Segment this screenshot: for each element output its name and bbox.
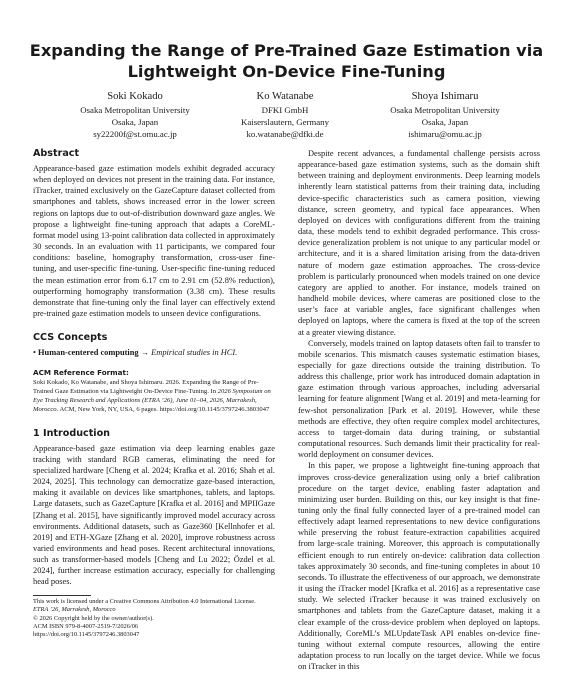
- copyright-note: © 2026 Copyright held by the owner/author(s).: [33, 614, 154, 622]
- author-name: Soki Kokado: [107, 91, 163, 102]
- introduction-paragraph: Appearance-based gaze estimation via deep learning enables gaze tracking with standard RGB cameras, eliminating the need for specialized hardware [Cheng et al. 2024; Krafka et al. 2016; Shah et al. 2024, 2025]. This technology can democratize gaze-based interaction, making it available on devices like smartphones, tablets, and laptops. Large datasets, such as GazeCapture [Krafka et al. 2016] and MPIIGaze [Zhang et al. 2015], have significantly improved model accuracy across environments. Additional datasets, such as Gaze360 [Kellnhofer et al. 2019] and ETH-XGaze [Zhang et al. 2020], improve robustness across varied environments and head poses. Recent architectural innovations, such as transformer-based models [Cheng and Lu 2022; Özdel et al. 2024], further increase estimation accuracy, especially for challenging head poses.: [33, 443, 275, 587]
- acm-reference-venue: 2026 Symposium on Eye Tracking Research and Applications (ETRA ’26), June 01–04, 2026, Marrakesh, Morocco.: [33, 388, 271, 414]
- author-location: Kaiserslautern, Germany: [241, 117, 329, 127]
- acm-reference-heading: ACM Reference Format:: [33, 368, 129, 378]
- abstract-text: Appearance-based gaze estimation models exhibit degraded accuracy when deployed on devices not present in the training data. For instance, iTracker, trained exclusively on the GazeCapture dataset collected from smartphones and tablets, shows increased error in the lower screen regions on laptops due to out-of-distribution downward gaze angles. We propose a lightweight fine-tuning approach that adapts a CoreML-format model using 13-point calibration data collected in approximately 30 seconds. In an evaluation with 11 participants, we compared four conditions: baseline, homography transformation, cross-user fine-tuning, and user-specific fine-tuning. User-specific fine-tuning reduced the mean estimation error from 6.17 cm to 2.91 cm (52.8% reduction), outperforming homography transformation (3.38 cm). These results demonstrate that fine-tuning only the final layer can effectively extend pre-trained gaze estimation models to unseen device configurations.: [33, 164, 275, 319]
- acm-reference-text: [33, 378, 275, 414]
- ccs-bullet: •: [33, 348, 36, 358]
- ccs-heading: CCS Concepts: [33, 332, 108, 344]
- author-name: Ko Watanabe: [256, 91, 314, 102]
- author-name: Shoya Ishimaru: [411, 91, 479, 102]
- author-3: [360, 90, 530, 140]
- author-affiliation: Osaka Metropolitan University: [80, 105, 190, 115]
- author-email[interactable]: ishimaru@omu.ac.jp: [408, 129, 482, 139]
- license-note[interactable]: This work is licensed under a Creative Commons Attribution 4.0 International License.: [33, 598, 256, 605]
- title-line-1: Expanding the Range of Pre-Trained Gaze Estimation via: [29, 41, 544, 60]
- paper-title: [20, 40, 553, 82]
- ccs-arrow: →: [140, 348, 150, 358]
- author-email[interactable]: ko.watanabe@dfki.de: [246, 129, 324, 139]
- left-column: [33, 148, 275, 588]
- author-1: [50, 90, 220, 140]
- acm-reference-part2: ACM, New York, NY, USA, 6 pages. https://doi.org/10.1145/3797246.3803047: [58, 406, 270, 414]
- ccs-concept: [33, 347, 275, 358]
- body-paragraph-1: Despite recent advances, a fundamental challenge persists across appearance-based gaze estimation systems, such as the domain shift between training and deployment environments. Deep learning models inherently learn statistical patterns from their training data, including device-specific characteristics such as camera position, viewing distance, screen geometry, and typical face appearances. When deployed on devices with configurations different from the training data, these models tend to exhibit degraded performance. This cross-device generalization problem is not unique to any particular model or architecture, and it is a shared limitation arising from the data-driven nature of modern gaze estimation approaches. The cross-device problem is particularly pronounced when models trained on one device category are applied to another. For instance, models trained on handheld mobile devices, where cameras are positioned close to the user’s face at variable angles, face significant challenges when deployed on laptops, where the camera is fixed at the top of the screen at a greater viewing distance.: [298, 149, 540, 337]
- body-paragraph-3: In this paper, we propose a lightweight fine-tuning approach that improves cross-device generalization using only a brief calibration procedure on the target device, enabling faster adaptation and minimizing user burden. Building on this, our key insight is that fine-tuning only the final fully connected layer of a pre-trained model can effectively adapt learned representations to new device configurations while preserving the robust feature-extraction capabilities acquired from large-scale training. Moreover, this approach is computationally efficient enough to run entirely on-device: calibration data collection takes approximately 30 seconds, and fine-tuning completes in about 10 seconds. To illustrate the effectiveness of our approach, we demonstrate it using the iTracker model [Krafka et al. 2016] as a representative case study. We selected iTracker because it was trained exclusively on smartphones and tablets from the GazeCapture dataset, making it a clear example of the cross-device problem when deployed on laptops. Additionally, CoreML’s MLUpdateTask API enables on-device fine-tuning without external compute resources, allowing the entire adaptation process to run locally on the target device. While we focus on iTracker in this: [298, 461, 540, 672]
- ccs-concept-secondary: Empirical studies in HCI.: [151, 348, 238, 358]
- body-paragraph-2: Conversely, models trained on laptop datasets often fail to transfer to mobile scenarios. This mismatch causes systematic estimation biases, especially for gaze directions outside the training distribution. To address this challenge, prior work has introduced domain adaptation in gaze estimation through various approaches, including adversarial learning for feature alignment [Wang et al. 2019] and meta-learning for few-shot personalization [Park et al. 2019]. However, while these methods are effective, they often require complex model architectures, access to target-domain data during training, or substantial computational resources. Such demands limit their practicality for real-world deployment on consumer devices.: [298, 338, 540, 460]
- author-email[interactable]: sy22200f@st.omu.ac.jp: [93, 129, 177, 139]
- acm-reference-part1: Soki Kokado, Ko Watanabe, and Shoya Ishimaru. 2026. Expanding the Range of Pre-Trained Gaze Estimation via Lightweight On-Device Fine-Tuning. In: [33, 379, 259, 396]
- doi-link[interactable]: https://doi.org/10.1145/3797246.3803047: [33, 631, 140, 639]
- venue-note-text: ETRA ’26, Marrakesh, Morocco: [33, 606, 116, 614]
- venue-note: [33, 606, 283, 614]
- right-column: [298, 148, 540, 672]
- author-location: Osaka, Japan: [111, 117, 159, 127]
- abstract-heading: Abstract: [33, 148, 80, 159]
- author-2: [210, 90, 360, 140]
- author-location: Osaka, Japan: [421, 117, 469, 127]
- isbn-note: ACM ISBN 979-8-4007-2519-7/2026/06: [33, 622, 139, 630]
- footer-notes: [33, 598, 283, 639]
- author-affiliation: Osaka Metropolitan University: [390, 105, 500, 115]
- introduction-heading: 1 Introduction: [33, 427, 111, 439]
- author-affiliation: DFKI GmbH: [261, 105, 309, 115]
- ccs-concept-primary: Human-centered computing: [38, 348, 139, 358]
- footer-divider: [33, 595, 91, 596]
- title-line-2: Lightweight On-Device Fine-Tuning: [127, 62, 446, 81]
